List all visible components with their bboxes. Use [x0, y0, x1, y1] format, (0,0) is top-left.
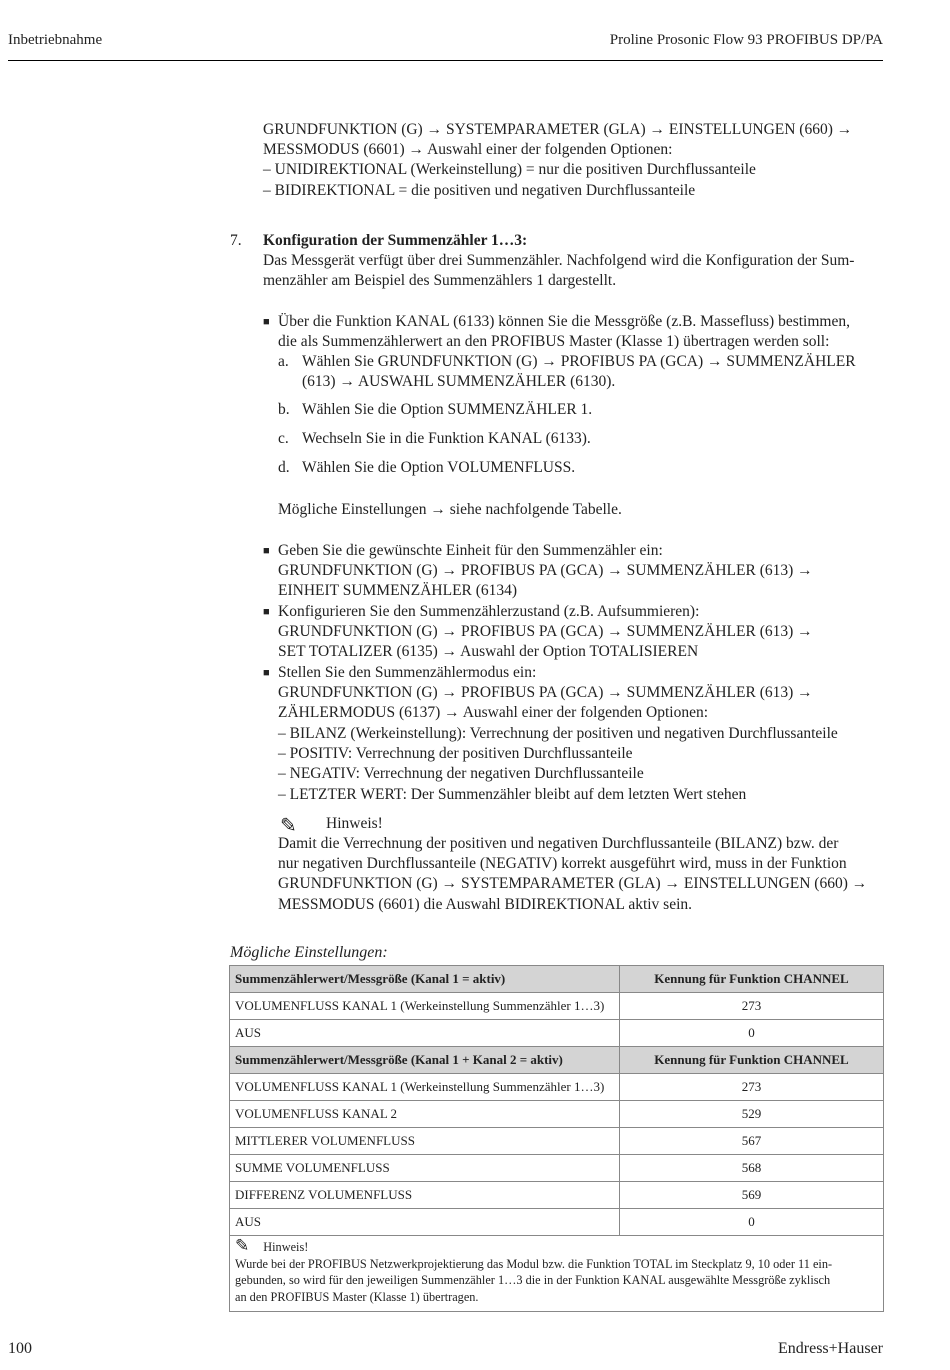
note-title: Hinweis! — [326, 815, 383, 832]
note-text-line: nur negativen Durchflussanteile (NEGATIV) korrekt ausgeführt wird, muss in der Funktion — [278, 855, 847, 872]
bullet-text-line: ZÄHLERMODUS (6137) → Auswahl einer der folgenden Optionen: — [278, 704, 709, 721]
bullet-text-line: Geben Sie die gewünschte Einheit für den Summenzähler ein: — [278, 542, 663, 559]
table-row — [230, 1020, 884, 1047]
page-number: 100 — [8, 1340, 32, 1357]
bullet-square-icon: ■ — [263, 316, 270, 328]
table-note-row — [230, 1236, 884, 1312]
bullet-text-line: Stellen Sie den Summenzählermodus ein: — [278, 664, 537, 681]
substep-label: a. — [278, 353, 289, 370]
table-row — [230, 1074, 884, 1101]
table-cell: 568 — [620, 1155, 884, 1182]
intro-line: GRUNDFUNKTION (G) → SYSTEMPARAMETER (GLA) → EINSTELLUNGEN (660) → — [263, 121, 853, 138]
option-line: – BILANZ (Werkeinstellung): Verrechnung der positiven und negativen Durchflussanteile — [278, 725, 838, 742]
settings-table — [229, 965, 884, 1312]
bullet-text-line: SET TOTALIZER (6135) → Auswahl der Option TOTALISIEREN — [278, 643, 699, 660]
bullet-text-line: GRUNDFUNKTION (G) → PROFIBUS PA (GCA) → SUMMENZÄHLER (613) → — [278, 623, 813, 640]
step-title: Konfiguration der Summenzähler 1…3: — [263, 232, 528, 249]
table-header-cell: Summenzählerwert/Messgröße (Kanal 1 + Kanal 2 = aktiv) — [230, 1047, 620, 1074]
bullet-square-icon: ■ — [263, 606, 270, 618]
table-note-line: gebunden, so wird für den jeweiligen Summenzähler 1…3 die in der Funktion KANAL ausgewählte Messgröße zyklisch — [235, 1273, 831, 1287]
table-header-cell: Summenzählerwert/Messgröße (Kanal 1 = aktiv) — [230, 966, 620, 993]
step-text-line: Das Messgerät verfügt über drei Summenzähler. Nachfolgend wird die Konfiguration der Sum- — [263, 252, 855, 269]
table-row — [230, 1155, 884, 1182]
table-row — [230, 1101, 884, 1128]
table-row — [230, 1128, 884, 1155]
table-cell: 273 — [620, 1074, 884, 1101]
bullet-square-icon: ■ — [263, 545, 270, 557]
bullet-text-line: die als Summenzählerwert an den PROFIBUS Master (Klasse 1) übertragen werden soll: — [278, 333, 830, 350]
pencil-note-icon: ✎ — [280, 815, 297, 837]
table-cell: 569 — [620, 1182, 884, 1209]
table-note-line: Wurde bei der PROFIBUS Netzwerkprojektierung das Modul bzw. die Funktion TOTAL im Steckplatz 9, 10 oder 11 ein- — [235, 1256, 833, 1271]
table-cell: 0 — [620, 1020, 884, 1047]
bullet-square-icon: ■ — [263, 667, 270, 679]
running-header-section: Inbetriebnahme — [8, 32, 103, 48]
table-cell: VOLUMENFLUSS KANAL 2 — [230, 1101, 620, 1128]
option-line: – POSITIV: Verrechnung der positiven Durchflussanteile — [278, 745, 633, 762]
bullet-text-line: GRUNDFUNKTION (G) → PROFIBUS PA (GCA) → SUMMENZÄHLER (613) → — [278, 562, 813, 579]
option-line: – NEGATIV: Verrechnung der negativen Durchflussanteile — [278, 765, 644, 782]
substep-text: (613) → AUSWAHL SUMMENZÄHLER (6130). — [302, 373, 616, 390]
table-cell: 273 — [620, 993, 884, 1020]
substep-text: Wechseln Sie in die Funktion KANAL (6133). — [302, 430, 591, 447]
table-header-row — [230, 966, 884, 993]
table-cell: AUS — [230, 1209, 620, 1236]
bullet-text-line: GRUNDFUNKTION (G) → PROFIBUS PA (GCA) → SUMMENZÄHLER (613) → — [278, 684, 813, 701]
table-note-cell — [230, 1236, 884, 1312]
intro-line: – BIDIREKTIONAL = die positiven und negativen Durchflussanteile — [263, 182, 696, 199]
note-text-line: MESSMODUS (6601) die Auswahl BIDIREKTIONAL aktiv sein. — [278, 896, 693, 913]
step-text-line: menzähler am Beispiel des Summenzählers 1 dargestellt. — [263, 272, 617, 289]
intro-line: MESSMODUS (6601) → Auswahl einer der folgenden Optionen: — [263, 141, 673, 158]
table-row — [230, 1209, 884, 1236]
footer-brand: Endress+Hauser — [778, 1340, 883, 1357]
table-cell: 529 — [620, 1101, 884, 1128]
table-caption: Mögliche Einstellungen: — [230, 944, 388, 961]
header-rule — [8, 60, 883, 61]
table-cell: 567 — [620, 1128, 884, 1155]
bullet-text-line: Konfigurieren Sie den Summenzählerzustand (z.B. Aufsummieren): — [278, 603, 700, 620]
table-header-row — [230, 1047, 884, 1074]
running-header-title: Proline Prosonic Flow 93 PROFIBUS DP/PA — [609, 32, 883, 48]
table-row — [230, 993, 884, 1020]
option-line: – LETZTER WERT: Der Summenzähler bleibt auf dem letzten Wert stehen — [278, 786, 747, 803]
table-header-cell: Kennung für Funktion CHANNEL — [620, 966, 884, 993]
intro-line: – UNIDIREKTIONAL (Werkeinstellung) = nur die positiven Durchflussanteile — [263, 161, 756, 178]
see-table-reference: Mögliche Einstellungen → siehe nachfolgende Tabelle. — [278, 501, 622, 518]
note-text-line: GRUNDFUNKTION (G) → SYSTEMPARAMETER (GLA) → EINSTELLUNGEN (660) → — [278, 875, 868, 892]
substep-label: b. — [278, 401, 290, 418]
note-text-line: Damit die Verrechnung der positiven und negativen Durchflussanteile (BILANZ) bzw. der — [278, 835, 839, 852]
substep-text: Wählen Sie die Option VOLUMENFLUSS. — [302, 459, 576, 476]
substep-label: d. — [278, 459, 290, 476]
table-cell: SUMME VOLUMENFLUSS — [230, 1155, 620, 1182]
table-cell: DIFFERENZ VOLUMENFLUSS — [230, 1182, 620, 1209]
pencil-note-icon: ✎ — [235, 1236, 250, 1255]
table-note-title: Hinweis! — [263, 1240, 309, 1254]
table-row — [230, 1182, 884, 1209]
table-note-line: an den PROFIBUS Master (Klasse 1) übertragen. — [235, 1289, 479, 1304]
bullet-text-line: Über die Funktion KANAL (6133) können Sie die Messgröße (z.B. Massefluss) bestimmen, — [278, 313, 850, 330]
table-header-cell: Kennung für Funktion CHANNEL — [620, 1047, 884, 1074]
table-cell: VOLUMENFLUSS KANAL 1 (Werkeinstellung Summenzähler 1…3) — [230, 1074, 620, 1101]
step-number: 7. — [230, 232, 242, 249]
table-cell: 0 — [620, 1209, 884, 1236]
table-cell: VOLUMENFLUSS KANAL 1 (Werkeinstellung Summenzähler 1…3) — [230, 993, 620, 1020]
substep-label: c. — [278, 430, 289, 447]
substep-text: Wählen Sie GRUNDFUNKTION (G) → PROFIBUS PA (GCA) → SUMMENZÄHLER — [302, 353, 856, 370]
bullet-text-line: EINHEIT SUMMENZÄHLER (6134) — [278, 582, 518, 599]
table-cell: MITTLERER VOLUMENFLUSS — [230, 1128, 620, 1155]
substep-text: Wählen Sie die Option SUMMENZÄHLER 1. — [302, 401, 593, 418]
table-cell: AUS — [230, 1020, 620, 1047]
